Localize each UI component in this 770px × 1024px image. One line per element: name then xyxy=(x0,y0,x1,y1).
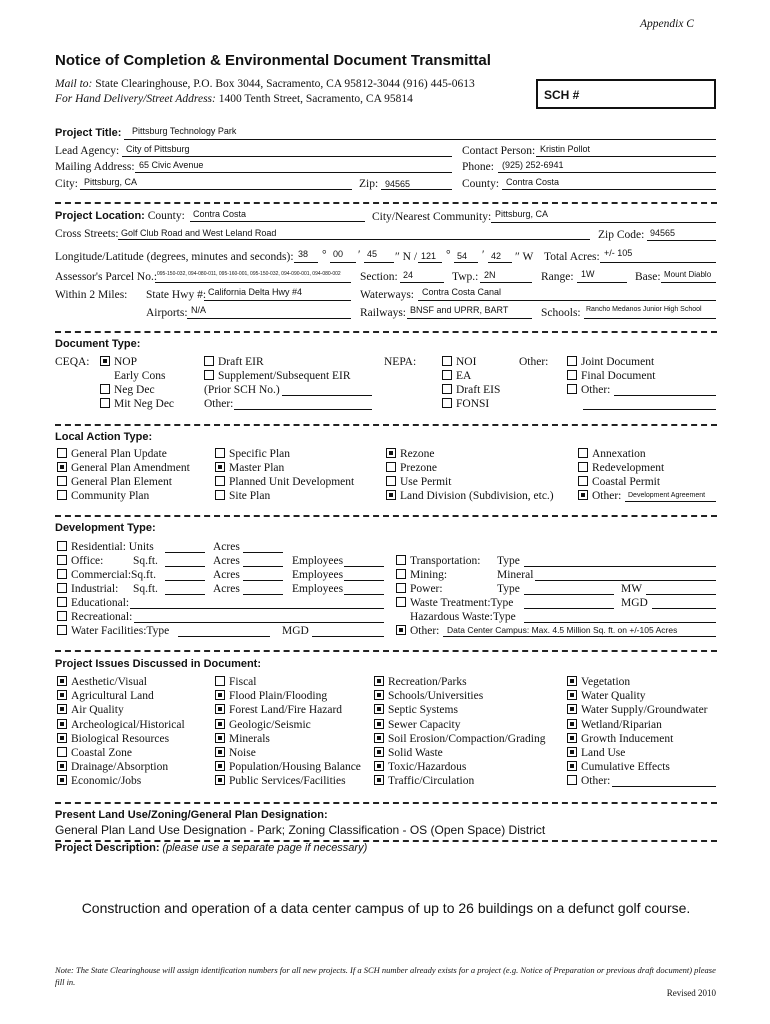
west-separator: ″ W xyxy=(515,251,534,263)
issue-label: Coastal Zone xyxy=(71,747,132,759)
acres-label: Acres xyxy=(213,583,240,595)
local-gpa[interactable]: General Plan Amendment xyxy=(57,461,190,475)
sqft-label: Sq.ft. xyxy=(133,583,158,595)
local-action-heading: Local Action Type: xyxy=(55,431,153,443)
issue-label: Archeological/Historical xyxy=(71,718,185,731)
issue-item[interactable] xyxy=(215,760,361,774)
lat-degrees-field[interactable]: 38 xyxy=(298,249,309,259)
checkbox[interactable] xyxy=(57,597,67,607)
acres-label: Acres xyxy=(213,569,240,581)
issue-item[interactable] xyxy=(567,746,625,760)
divider xyxy=(55,515,717,517)
checkbox[interactable] xyxy=(374,733,384,743)
checkbox[interactable] xyxy=(204,356,214,366)
checkbox[interactable] xyxy=(442,398,452,408)
issue-item[interactable] xyxy=(567,760,670,774)
dev-residential[interactable]: Residential: Units xyxy=(57,540,154,554)
checkbox[interactable] xyxy=(396,555,406,565)
county-field[interactable]: Contra Costa xyxy=(506,177,560,187)
appendix-label: Appendix C xyxy=(640,18,694,30)
issue-item[interactable] xyxy=(374,703,458,717)
checkbox[interactable] xyxy=(567,747,577,757)
checkbox[interactable] xyxy=(567,690,577,700)
form-title: Notice of Completion & Environmental Document Transmittal xyxy=(55,52,491,69)
city-field[interactable]: Pittsburg, CA xyxy=(84,177,138,187)
checkbox[interactable] xyxy=(374,775,384,785)
issue-item[interactable] xyxy=(567,675,630,689)
dev-power[interactable]: Power: xyxy=(396,582,443,596)
mail-to-line: Mail to: State Clearinghouse, P.O. Box 3044, Sacramento, CA 95812-3044 (916) 445-0613 xyxy=(55,78,475,90)
checkbox[interactable] xyxy=(567,719,577,729)
checkbox[interactable] xyxy=(215,747,225,757)
checkbox[interactable] xyxy=(374,719,384,729)
issue-item[interactable] xyxy=(567,732,673,746)
checkbox[interactable] xyxy=(100,398,110,408)
development-type-heading: Development Type: xyxy=(55,522,156,534)
checkbox[interactable] xyxy=(57,704,67,714)
acres-label: Acres xyxy=(213,555,240,567)
lat-seconds-field[interactable]: 45 xyxy=(367,249,378,259)
checkbox[interactable] xyxy=(567,704,577,714)
issue-item[interactable] xyxy=(57,689,154,703)
issue-item[interactable] xyxy=(215,732,270,746)
checkbox[interactable] xyxy=(386,490,396,500)
dev-recreational[interactable]: Recreational: xyxy=(57,610,132,624)
divider xyxy=(55,650,717,652)
checkbox[interactable] xyxy=(215,676,225,686)
checkbox[interactable] xyxy=(57,462,67,472)
checkbox[interactable] xyxy=(100,356,110,366)
range-field[interactable]: 1W xyxy=(581,269,595,279)
issue-item[interactable] xyxy=(567,689,646,703)
sqft-label: Sq.ft. xyxy=(133,555,158,567)
doc-mit-neg-dec[interactable]: Mit Neg Dec xyxy=(100,397,174,411)
base-label: Base: xyxy=(635,271,661,283)
total-acres-field[interactable]: +/- 105 xyxy=(604,248,633,258)
checkbox[interactable] xyxy=(215,719,225,729)
issue-item[interactable] xyxy=(57,732,169,746)
checkbox[interactable] xyxy=(215,733,225,743)
checkbox[interactable] xyxy=(57,476,67,486)
doc-early-cons[interactable]: Early Cons xyxy=(100,369,165,383)
issue-label: Minerals xyxy=(229,732,270,745)
lon-degrees-field[interactable]: 121 xyxy=(421,251,437,261)
issue-item[interactable] xyxy=(215,703,342,717)
issue-item[interactable] xyxy=(374,746,443,760)
doc-draft-eis[interactable]: Draft EIS xyxy=(442,383,500,397)
issue-label: Septic Systems xyxy=(388,704,458,717)
minute-mark-2: ′ xyxy=(482,249,485,261)
issue-item[interactable] xyxy=(215,689,327,703)
divider xyxy=(55,331,717,333)
mgd-label: MGD xyxy=(621,597,648,609)
checkbox[interactable] xyxy=(57,747,67,757)
sch-label: SCH # xyxy=(544,88,580,102)
within-2-miles-label: Within 2 Miles: xyxy=(55,289,128,301)
other-label: Other: xyxy=(519,356,549,368)
checkbox[interactable] xyxy=(567,761,577,771)
checkbox[interactable] xyxy=(567,733,577,743)
issue-label: Sewer Capacity xyxy=(388,718,461,731)
contact-person-field[interactable]: Kristin Pollot xyxy=(540,144,591,154)
mineral-label: Mineral xyxy=(497,569,534,581)
issue-item[interactable] xyxy=(374,718,461,732)
community-field[interactable]: Pittsburg, CA xyxy=(495,209,549,219)
doc-nop[interactable]: NOP xyxy=(100,355,137,369)
dev-other-field[interactable]: Data Center Campus: Max. 4.5 Million Sq. ft. on +/-105 Acres xyxy=(447,625,678,635)
issue-item[interactable] xyxy=(215,746,256,760)
lead-agency-label: Lead Agency: xyxy=(55,145,120,157)
project-description-text: Construction and operation of a data center campus of up to 26 buildings on a defunct golf course. xyxy=(81,900,691,916)
issue-item[interactable] xyxy=(374,760,466,774)
doc-noi[interactable]: NOI xyxy=(442,355,476,369)
lon-seconds-field[interactable]: 42 xyxy=(491,251,502,261)
acres-label: Acres xyxy=(213,541,240,553)
checkbox[interactable] xyxy=(57,490,67,500)
checkbox[interactable] xyxy=(374,676,384,686)
issue-label: Land Use xyxy=(581,747,626,759)
checkbox[interactable] xyxy=(396,625,406,635)
checkbox[interactable] xyxy=(57,541,67,551)
divider xyxy=(55,424,717,426)
local-prezone[interactable]: Prezone xyxy=(386,461,437,475)
checkbox[interactable] xyxy=(215,490,225,500)
degree-mark: ° xyxy=(322,249,327,261)
local-use[interactable]: Use Permit xyxy=(386,475,451,489)
employees-label: Employees xyxy=(292,583,344,595)
dev-other[interactable]: Other: xyxy=(396,624,439,638)
checkbox[interactable] xyxy=(215,761,225,771)
checkbox[interactable] xyxy=(374,761,384,771)
project-location-heading: Project Location: County: xyxy=(55,210,185,222)
base-field[interactable]: Mount Diablo xyxy=(664,270,712,279)
issue-item[interactable] xyxy=(215,675,256,689)
issue-label: Vegetation xyxy=(581,676,631,688)
checkbox[interactable] xyxy=(100,370,110,380)
local-gpu[interactable]: General Plan Update xyxy=(57,447,167,461)
issue-label: Flood Plain/Flooding xyxy=(229,690,328,703)
issue-item[interactable] xyxy=(57,675,147,689)
airports-label: Airports: xyxy=(146,307,188,319)
checkbox[interactable] xyxy=(57,690,67,700)
local-redev[interactable]: Redevelopment xyxy=(578,461,664,475)
issue-label: Other: xyxy=(581,775,611,788)
checkbox[interactable] xyxy=(396,569,406,579)
issue-label: Water Supply/Groundwater xyxy=(581,704,708,717)
degree-mark-2: ° xyxy=(446,249,451,261)
issue-item[interactable] xyxy=(567,703,708,717)
north-separator: ″ N / xyxy=(395,251,418,263)
dev-office[interactable]: Office: xyxy=(57,554,103,568)
doc-ea[interactable]: EA xyxy=(442,369,471,383)
state-hwy-field[interactable]: California Delta Hwy #4 xyxy=(208,287,303,297)
county-label: County: xyxy=(462,178,500,190)
twp-label: Twp.: xyxy=(452,271,479,283)
dev-commercial[interactable]: Commercial:Sq.ft. xyxy=(57,568,156,582)
mailing-address-label: Mailing Address: xyxy=(55,161,135,173)
lead-agency-field[interactable]: City of Pittsburg xyxy=(126,144,190,154)
issue-label: Public Services/Facilities xyxy=(229,775,346,788)
checkbox[interactable] xyxy=(215,448,225,458)
issue-item[interactable] xyxy=(57,746,132,760)
checkbox[interactable] xyxy=(215,462,225,472)
checkbox[interactable] xyxy=(567,384,577,394)
issue-label: Traffic/Circulation xyxy=(388,775,475,788)
issue-label: Cumulative Effects xyxy=(581,761,670,774)
doc-neg-dec[interactable]: Neg Dec xyxy=(100,383,155,397)
minute-mark: ′ xyxy=(358,249,361,261)
dev-transportation[interactable]: Transportation: xyxy=(396,554,481,568)
schools-field[interactable]: Rancho Medanos Junior High School xyxy=(586,306,702,313)
checkbox[interactable] xyxy=(57,733,67,743)
local-land[interactable]: Land Division (Subdivision, etc.) xyxy=(386,489,554,503)
issue-item[interactable] xyxy=(567,718,662,732)
issue-item[interactable] xyxy=(374,774,474,788)
latlon-label: Longitude/Latitude (degrees, minutes and seconds): xyxy=(55,251,294,263)
local-annex[interactable]: Annexation xyxy=(578,447,646,461)
checkbox[interactable] xyxy=(57,569,67,579)
contact-person-label: Contact Person: xyxy=(462,145,536,157)
schools-label: Schools: xyxy=(541,307,581,319)
airports-field[interactable]: N/A xyxy=(191,305,207,315)
local-coastal[interactable]: Coastal Permit xyxy=(578,475,660,489)
checkbox[interactable] xyxy=(215,704,225,714)
dev-industrial[interactable]: Industrial: xyxy=(57,582,118,596)
doc-joint[interactable]: Joint Document xyxy=(567,355,654,369)
community-label: City/Nearest Community: xyxy=(372,211,492,223)
issue-label: Recreation/Parks xyxy=(388,676,467,688)
checkbox[interactable] xyxy=(215,690,225,700)
cross-streets-field[interactable]: Golf Club Road and West Leland Road xyxy=(121,228,277,238)
doc-prior-sch: (Prior SCH No.) xyxy=(204,384,280,396)
local-other[interactable]: Other: xyxy=(578,489,621,503)
local-rezone[interactable]: Rezone xyxy=(386,447,434,461)
issue-item[interactable] xyxy=(215,718,311,732)
local-sp[interactable]: Specific Plan xyxy=(215,447,290,461)
dev-mining[interactable]: Mining: xyxy=(396,568,447,582)
mw-label: MW xyxy=(621,583,643,595)
type-label: Type xyxy=(497,555,520,567)
zip-field[interactable]: 94565 xyxy=(385,179,411,189)
issue-label: Economic/Jobs xyxy=(71,775,142,788)
doc-other: Other: xyxy=(204,398,234,410)
nepa-label: NEPA: xyxy=(384,356,417,368)
ceqa-label: CEQA: xyxy=(55,356,90,368)
land-use-text: General Plan Land Use Designation - Park; Zoning Classification - OS (Open Space) District xyxy=(55,823,546,837)
sch-number-box[interactable] xyxy=(536,79,716,109)
issue-label: Fiscal xyxy=(229,676,257,688)
issue-label: Population/Housing Balance xyxy=(229,761,361,774)
section-field[interactable]: 24 xyxy=(403,270,414,280)
phone-label: Phone: xyxy=(462,161,494,173)
waterways-field[interactable]: Contra Costa Canal xyxy=(422,287,502,297)
railways-field[interactable]: BNSF and UPRR, BART xyxy=(410,305,509,315)
checkbox[interactable] xyxy=(374,690,384,700)
mgd-label: MGD xyxy=(282,625,309,637)
checkbox[interactable] xyxy=(204,370,214,380)
doc-fonsi[interactable]: FONSI xyxy=(442,397,489,411)
issue-item[interactable] xyxy=(57,774,141,788)
issue-label: Solid Waste xyxy=(388,747,443,759)
dev-water[interactable]: Water Facilities:Type xyxy=(57,624,169,638)
checkbox[interactable] xyxy=(442,384,452,394)
lat-minutes-field[interactable]: 00 xyxy=(333,249,344,259)
checkbox[interactable] xyxy=(578,462,588,472)
doc-other-2[interactable]: Other: xyxy=(567,383,610,397)
issue-label: Drainage/Absorption xyxy=(71,761,169,774)
footer-note: Note: The State Clearinghouse will assign identification numbers for all new projects. If a SCH number already exists for a project (e.g. Notice of Preparation or previous draft document) please fill in. xyxy=(55,965,716,987)
dev-waste[interactable]: Waste Treatment:Type xyxy=(396,596,513,610)
twp-field[interactable]: 2N xyxy=(484,270,496,280)
issue-label: Schools/Universities xyxy=(388,690,484,703)
phone-field[interactable]: (925) 252-6941 xyxy=(502,160,564,170)
local-cp[interactable]: Community Plan xyxy=(57,489,149,503)
employees-label: Employees xyxy=(292,555,344,567)
city-label: City: xyxy=(55,178,79,190)
checkbox[interactable] xyxy=(442,356,452,366)
hand-delivery-line: For Hand Delivery/Street Address: 1400 Tenth Street, Sacramento, CA 95814 xyxy=(55,93,413,105)
employees-label: Employees xyxy=(292,569,344,581)
checkbox[interactable] xyxy=(386,448,396,458)
checkbox[interactable] xyxy=(374,704,384,714)
issue-item[interactable] xyxy=(374,732,545,746)
checkbox[interactable] xyxy=(374,747,384,757)
checkbox[interactable] xyxy=(57,611,67,621)
issue-label: Forest Land/Fire Hazard xyxy=(229,704,343,717)
issue-label: Wetland/Riparian xyxy=(581,718,662,731)
local-pud[interactable]: Planned Unit Development xyxy=(215,475,354,489)
location-zip-label: Zip Code: xyxy=(598,229,645,241)
zip-label: Zip: xyxy=(359,178,379,190)
doc-supplement-eir[interactable]: Supplement/Subsequent EIR xyxy=(204,369,351,383)
revised-label: Revised 2010 xyxy=(666,988,716,998)
location-county-field[interactable]: Contra Costa xyxy=(193,209,247,219)
project-title-field[interactable]: Pittsburg Technology Park xyxy=(132,126,237,136)
issue-item[interactable] xyxy=(57,760,168,774)
issue-label: Agricultural Land xyxy=(71,690,154,703)
issue-item[interactable] xyxy=(215,774,346,788)
checkbox[interactable] xyxy=(100,384,110,394)
issue-label: Soil Erosion/Compaction/Grading xyxy=(388,732,546,745)
checkbox[interactable] xyxy=(442,370,452,380)
section-label: Section: xyxy=(360,271,398,283)
issue-item[interactable] xyxy=(57,718,185,732)
checkbox[interactable] xyxy=(567,356,577,366)
type-label: Type xyxy=(497,583,520,595)
checkbox[interactable] xyxy=(57,775,67,785)
lon-minutes-field[interactable]: 54 xyxy=(457,251,468,261)
cross-streets-label: Cross Streets: xyxy=(55,228,119,240)
issue-item[interactable] xyxy=(374,675,467,689)
checkbox[interactable] xyxy=(578,490,588,500)
issue-item[interactable] xyxy=(567,774,610,788)
checkbox[interactable] xyxy=(57,676,67,686)
checkbox[interactable] xyxy=(386,462,396,472)
checkbox[interactable] xyxy=(57,448,67,458)
issue-item[interactable] xyxy=(374,689,483,703)
apn-label: Assessor's Parcel No.: xyxy=(55,271,158,283)
checkbox[interactable] xyxy=(567,370,577,380)
range-label: Range: xyxy=(541,271,574,283)
issue-label: Geologic/Seismic xyxy=(229,718,311,731)
divider xyxy=(55,202,717,204)
checkbox[interactable] xyxy=(215,476,225,486)
dev-hazardous: Hazardous Waste:Type xyxy=(410,611,516,623)
local-gpe[interactable]: General Plan Element xyxy=(57,475,172,489)
issue-label: Water Quality xyxy=(581,690,646,703)
doc-draft-eir[interactable]: Draft EIR xyxy=(204,355,264,369)
local-other-field[interactable]: Development Agreement xyxy=(628,492,706,499)
checkbox[interactable] xyxy=(396,583,406,593)
checkbox[interactable] xyxy=(215,775,225,785)
issue-label: Toxic/Hazardous xyxy=(388,761,467,774)
checkbox[interactable] xyxy=(567,775,577,785)
project-issues-heading: Project Issues Discussed in Document: xyxy=(55,658,262,670)
total-acres-label: Total Acres: xyxy=(544,251,600,263)
checkbox[interactable] xyxy=(396,597,406,607)
checkbox[interactable] xyxy=(57,625,67,635)
checkbox[interactable] xyxy=(57,761,67,771)
land-use-heading: Present Land Use/Zoning/General Plan Designation: xyxy=(55,809,328,821)
waterways-label: Waterways: xyxy=(360,289,414,301)
location-zip-field[interactable]: 94565 xyxy=(650,228,676,238)
railways-label: Railways: xyxy=(360,307,406,319)
issue-item[interactable] xyxy=(57,703,124,717)
checkbox[interactable] xyxy=(578,448,588,458)
checkbox[interactable] xyxy=(57,719,67,729)
apn-field[interactable]: 095-150-032, 094-080-011, 095-160-001, 095-150-032, 094-090-001, 094-080-002 xyxy=(157,271,341,277)
project-title-label: Project Title: xyxy=(55,127,122,139)
state-hwy-label: State Hwy #: xyxy=(146,289,207,301)
checkbox[interactable] xyxy=(578,476,588,486)
issue-label: Noise xyxy=(229,747,256,759)
document-type-heading: Document Type: xyxy=(55,338,141,350)
issue-label: Growth Inducement xyxy=(581,732,674,745)
checkbox[interactable] xyxy=(57,583,67,593)
checkbox[interactable] xyxy=(386,476,396,486)
issue-label: Biological Resources xyxy=(71,732,170,745)
checkbox[interactable] xyxy=(57,555,67,565)
issue-label: Aesthetic/Visual xyxy=(71,676,147,688)
checkbox[interactable] xyxy=(567,676,577,686)
issue-label: Air Quality xyxy=(71,704,124,717)
local-mp[interactable]: Master Plan xyxy=(215,461,284,475)
dev-educational[interactable]: Educational: xyxy=(57,596,129,610)
divider xyxy=(55,802,717,804)
doc-final[interactable]: Final Document xyxy=(567,369,655,383)
project-description-heading: Project Description: (please use a separate page if necessary) xyxy=(55,842,368,854)
mailing-address-field[interactable]: 65 Civic Avenue xyxy=(139,160,204,170)
local-site[interactable]: Site Plan xyxy=(215,489,270,503)
